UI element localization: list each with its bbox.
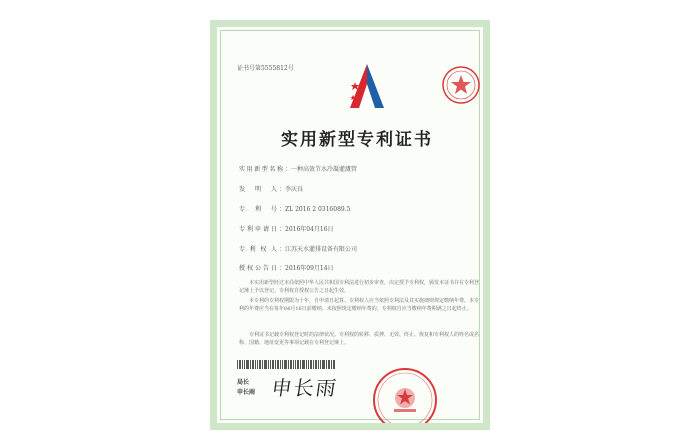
patent-office-emblem-icon bbox=[348, 62, 386, 114]
director-signature: 申长雨 bbox=[270, 376, 340, 400]
field-patentee: 专利权人 ：江苏天水灌排设备有限公司 bbox=[239, 246, 358, 253]
director-label: 局长 bbox=[237, 379, 250, 386]
director-name-label: 申长雨 bbox=[237, 389, 256, 396]
patent-stamp-icon bbox=[441, 65, 481, 105]
field-label: 专利权人 bbox=[239, 246, 277, 253]
field-value: ZL 2016 2 0316089.5 bbox=[285, 206, 351, 213]
field-label: 发明人 bbox=[239, 186, 277, 193]
certificate-paragraph: 本实用新型经过本局依照中华人民共和国专利法进行初步审查，决定授予专利权，颁发本证书并在专利登记簿上予以登记。专利权自授权公告之日起生效。 bbox=[239, 280, 480, 294]
certificate-paragraph: 专利证书记载专利权登记时的法律状况。专利权的转移、质押、无效、终止、恢复和专利权人的姓名或名称、国籍、地址变更等事项记载在专利登记簿上。 bbox=[239, 332, 480, 346]
official-seal-icon bbox=[372, 367, 438, 430]
field-application-date: 专利申请日 ：2016年04月16日 bbox=[239, 226, 334, 233]
barcode-icon bbox=[237, 360, 335, 369]
field-value: 李庆良 bbox=[285, 186, 304, 193]
field-label: 实用新型名称 bbox=[239, 166, 283, 173]
certificate-number: 证书号第5555812号 bbox=[237, 65, 294, 72]
certificate-paragraph: 本专利的专利权期限为十年，自申请日起算。专利权人应当依照专利法及其实施细则规定缴纳年费。本专利的年费应当在每年04月16日前缴纳。未按照规定缴纳年费的，专利权自应当缴纳年费期满之日起终止。 bbox=[239, 298, 480, 312]
field-inventor: 发明人 ：李庆良 bbox=[239, 186, 304, 193]
field-utility-model-name: 实用新型名称 ：一种高效节水冷凝灌溉管 bbox=[239, 166, 358, 173]
certificate-title: 实用新型专利证书 bbox=[281, 130, 433, 150]
field-grant-date: 授权公告日 ：2016年09月14日 bbox=[239, 265, 334, 272]
page-footer: 第1页(共1页) bbox=[341, 424, 373, 430]
field-value: 2016年04月16日 bbox=[285, 226, 334, 233]
field-value: 江苏天水灌排设备有限公司 bbox=[285, 246, 358, 253]
field-patent-number: 专利号 ：ZL 2016 2 0316089.5 bbox=[239, 206, 351, 213]
field-label: 专利申请日 bbox=[239, 226, 277, 233]
field-value: 一种高效节水冷凝灌溉管 bbox=[291, 166, 358, 173]
field-value: 2016年09月14日 bbox=[285, 265, 334, 272]
field-label: 专利号 bbox=[239, 206, 277, 213]
field-label: 授权公告日 bbox=[239, 265, 277, 272]
patent-certificate bbox=[210, 20, 490, 430]
